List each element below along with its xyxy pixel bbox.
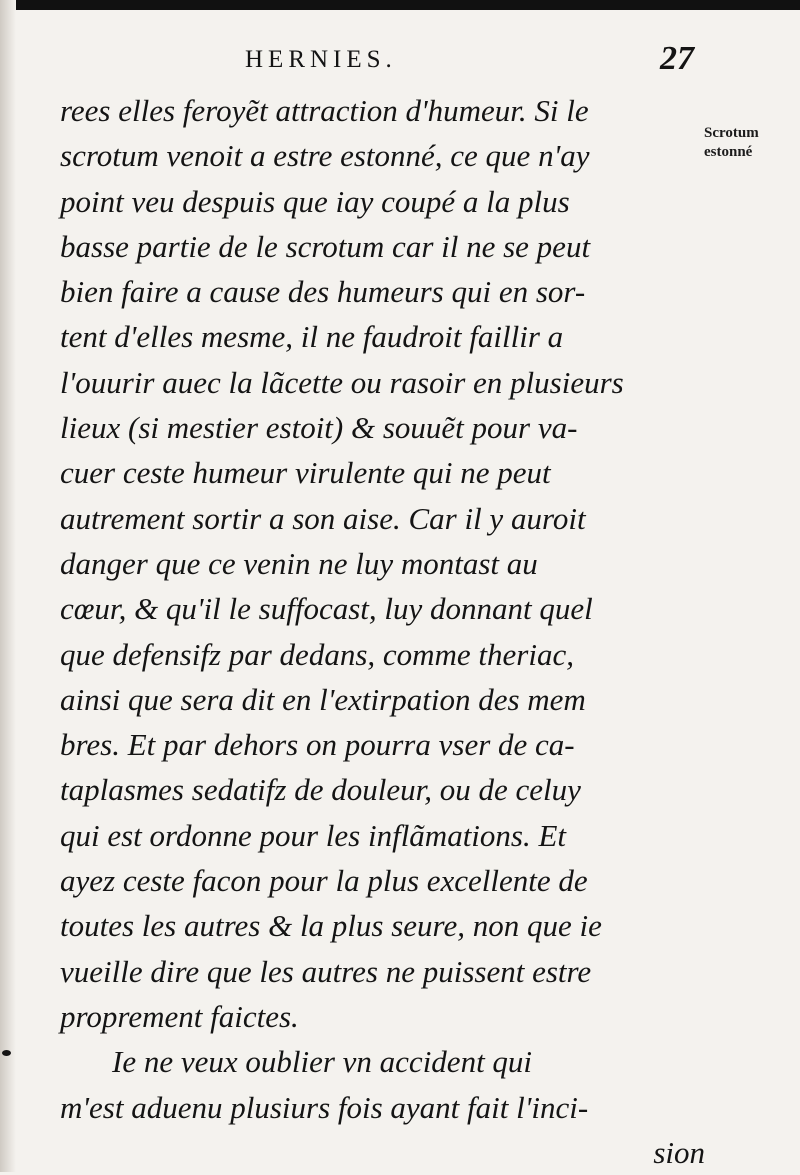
- ink-blot: [2, 1050, 11, 1056]
- text-line: tent d'elles mesme, il ne faudroit faillir a: [60, 319, 564, 355]
- body-text: [60, 88, 705, 1175]
- text-line: ainsi que sera dit en l'extirpation des mem: [60, 681, 586, 717]
- text-line: rees elles feroyẽt attraction d'humeur. Si le: [60, 93, 589, 128]
- margin-note-line: estonné: [704, 144, 753, 160]
- text-line: que defensifz par dedans, comme theriac,: [60, 636, 574, 672]
- text-line: cuer ceste humeur virulente qui ne peut: [60, 455, 551, 491]
- margin-note-line: Scrotum: [704, 125, 759, 141]
- text-line: lieux (si mestier estoit) & souuẽt pour va-: [60, 410, 578, 446]
- text-line: vueille dire que les autres ne puissent estre: [60, 953, 592, 989]
- text-line: l'ouurir auec la lãcette ou rasoir en plusieurs: [60, 364, 624, 400]
- paragraph-first-line: Ie ne veux oublier vn accident qui: [112, 1044, 533, 1080]
- text-line: basse partie de le scrotum car il ne se peut: [60, 228, 591, 264]
- catchword: sion: [653, 1134, 705, 1170]
- running-head: HERNIES.: [245, 46, 397, 73]
- margin-note: [704, 124, 796, 162]
- text-line: danger que ce venin ne luy montast au: [60, 545, 538, 581]
- text-line: cœur, & qu'il le suffocast, luy donnant quel: [60, 591, 593, 627]
- text-line: m'est aduenu plusiurs fois ayant fait l'inci-: [60, 1089, 589, 1125]
- page-number: 27: [660, 40, 694, 77]
- text-line: ayez ceste facon pour la plus excellente de: [60, 863, 588, 899]
- text-line: qui est ordonne pour les inflãmations. Et: [60, 817, 567, 853]
- text-line: bres. Et par dehors on pourra vser de ca-: [60, 727, 575, 763]
- text-line: proprement faictes.: [60, 998, 299, 1034]
- text-line: toutes les autres & la plus seure, non que ie: [60, 908, 602, 944]
- text-line: point veu despuis que iay coupé a la plus: [60, 183, 570, 219]
- text-line: taplasmes sedatifz de douleur, ou de celuy: [60, 772, 581, 808]
- text-line: autrement sortir a son aise. Car il y auroit: [60, 500, 586, 536]
- text-line: bien faire a cause des humeurs qui en sor-: [60, 274, 586, 310]
- text-line: scrotum venoit a estre estonné, ce que n'ay: [60, 138, 590, 174]
